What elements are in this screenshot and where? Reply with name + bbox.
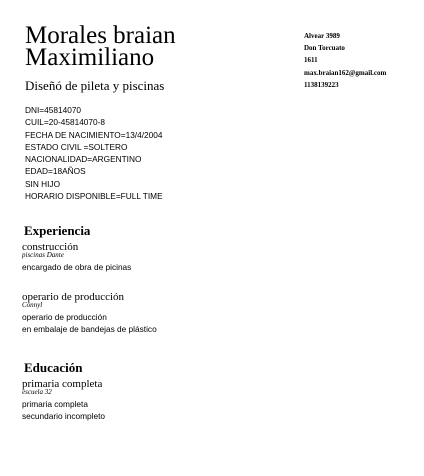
education-entry-school: escuela 32 (22, 388, 52, 396)
contact-email: max.braian162@gmail.com (304, 68, 387, 77)
experience-entry-title: operario de producción (22, 291, 125, 303)
personal-marital-status: ESTADO CIVIL =SOLTERO (25, 141, 128, 152)
experience-entry (22, 241, 131, 273)
personal-children: SIN HIJO (25, 178, 61, 189)
education-heading: Educación (24, 360, 83, 375)
personal-availability: HORARIO DISPONIBLE=FULL TIME (25, 191, 163, 202)
personal-age: EDAD=18AÑOS (25, 166, 86, 177)
education-entry-line: primaria completa (22, 399, 88, 409)
personal-dni: DNI=45814070 (25, 105, 82, 115)
education-entry-line: secundario incompleto (22, 411, 106, 421)
contact-block (304, 30, 386, 91)
personal-birth-date: FECHA DE NACIMIENTO=13/4/2004 (25, 129, 163, 140)
contact-city: Don Torcuato (304, 44, 345, 53)
contact-postal-code: 1611 (304, 56, 318, 65)
contact-phone: 1138139223 (304, 80, 339, 89)
profession-subtitle: Diseñó de pileta y piscinas (25, 78, 165, 93)
personal-info (25, 104, 163, 202)
experience-entry-company: Connyl (22, 301, 43, 309)
name-line-2: Maximiliano (25, 44, 155, 71)
experience-entry (22, 291, 157, 335)
full-name (25, 22, 176, 71)
personal-cuil: CUIL=20-45814070-8 (25, 117, 106, 128)
experience-entry-title: construcción (22, 241, 79, 253)
contact-address: Alvear 3989 (304, 32, 340, 40)
name-line-1: Morales braian (25, 22, 176, 49)
experience-entry-line: encargado de obra de picinas (22, 262, 132, 272)
experience-heading: Experiencia (24, 223, 91, 238)
personal-nationality: NACIONALIDAD=ARGENTINO (25, 154, 142, 165)
experience-entry-company: piscinas Dante (22, 251, 64, 259)
experience-entry-line: en embalaje de bandejas de plástico (22, 324, 157, 334)
education-entry-title: primaria completa (22, 378, 103, 390)
education-entry (22, 378, 105, 422)
experience-entry-line: operario de producción (22, 312, 107, 322)
